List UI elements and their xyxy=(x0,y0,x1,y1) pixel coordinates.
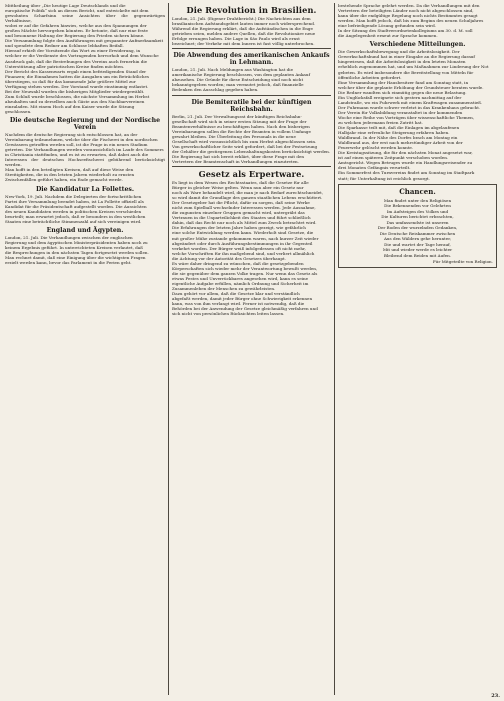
column-middle xyxy=(168,3,334,695)
text-line: Die Redner wandten sich einmütig gegen die neue Belastung. xyxy=(338,89,467,95)
text-line: geschlossen. xyxy=(5,108,32,114)
text-line: Der Verein für Volksbildung veranstaltet in der kommenden xyxy=(338,109,463,115)
text-line: Zwischenfällen geführt haben, ein Ende gemacht werde. xyxy=(5,177,123,183)
text-line: Erfolge errungen haben. Die Lage in São Paulo wird als ernst xyxy=(172,36,300,42)
poem-lines xyxy=(342,198,493,259)
text-line: eigentliche Aufgabe erfüllen, nämlich Ordnung und Sicherheit im xyxy=(172,280,309,286)
text-line: Vertretern der beteiligten Länder noch nicht abgeschlossen sind, xyxy=(338,8,474,14)
text-line: Ein Sommerfest des Turnvereins findet am Sonntag im Stadtpark xyxy=(338,170,475,176)
text-line: welche Vorschriften für ihn maßgebend sind, und verliert allmählich xyxy=(172,250,315,256)
text-line: europäische Politik“ sich an diesen Bericht, und entwickelte mit dem xyxy=(5,8,149,14)
article-revolution-body xyxy=(172,16,331,46)
poem-line: Die und wartet der Tage herauf, xyxy=(384,241,451,247)
text-line: Die Erfahrungen der letzten Jahre haben gezeigt, wie gefährlich xyxy=(172,225,306,231)
text-line: bekanntgegeben worden; man vermutet jedoch, daß finanzielle xyxy=(172,82,304,88)
text-line: Finanzen; die Einnahmen hatten die Ausgaben um ein Beträchtliches xyxy=(5,73,150,79)
text-line: eine befriedigende Lösung gefunden sein wird. xyxy=(338,23,437,29)
poem-line: Die Kulturen berichtet erbrachten, xyxy=(381,214,454,220)
text-line: Staaten eine beträchtliche Stimmenzahl auf sich vereinigen wird. xyxy=(5,218,142,224)
text-line: kann, was von ihm verlangt wird. Ferner ist notwendig, daß die xyxy=(172,301,305,307)
text-line: Ein Unglücksfall ereignete sich gestern nachmittag auf der xyxy=(338,94,462,100)
text-line: welcher über die geplante Erhöhung der Grundsteuer beraten wurde. xyxy=(338,84,484,90)
text-line: London, 21. Juli. Nach Meldungen aus Washington hat die xyxy=(172,67,294,73)
text-line: Gesellschaft wird voraussichtlich bis zum Herbst abgeschlossen sein. xyxy=(172,138,317,144)
text-line: Eine Versammlung der Hausbesitzer fand am Sonntag statt, in xyxy=(338,79,469,85)
text-line: einzuladen. Mit einem Hoch auf den Kaiser wurde die Sitzung xyxy=(5,103,135,109)
text-line: verkehrt worden. Der Bürger weiß infolgedessen oft nicht mehr, xyxy=(172,245,306,251)
text-line: Während die Regierung erklärt, daß die Aufständischen in die Enge xyxy=(172,26,313,32)
text-line: mit großer Mühe zustande gekommen waren, nach kurzer Zeit wieder xyxy=(172,235,319,241)
text-line: öffentliche Arbeiten gefordert. xyxy=(338,74,402,80)
text-line: Hierauf erhielt der Vorsitzende das Wort zu einer Erwiderung, in xyxy=(5,48,141,54)
text-line: großen Mächte hervorgehen könnten. Er betonte, daß nur eine feste xyxy=(5,28,148,34)
text-line: Vereinbarungen sollen die Rechte der Beamten in vollem Umfange xyxy=(172,128,311,134)
headline-reichsbahn: Die Bemiteratile bei der künftigen Reichsbahn. xyxy=(191,98,312,113)
text-line: hingewiesen, daß die Arbeitslosigkeit in den letzten Monaten xyxy=(338,59,466,65)
text-line: gebeten. Es wird insbesondere die Bereitstellung von Mitteln für xyxy=(338,69,474,75)
text-line: Berlin, 21. Juli. Der Verwaltungsrat der künftigen Reichsbahn- xyxy=(172,113,302,119)
headline-mitteilungen: Verschiedene Mitteilungen. xyxy=(369,41,466,49)
text-line: beurteilt; man erwartet jedoch, daß er besonders in den westlichen xyxy=(5,213,146,219)
text-line: Amtsgericht. Wegen Betruges wurde ein Handlungsreisender zu xyxy=(338,160,473,166)
text-line: Zum Schluß wurde beschlossen, die nächste Versammlung im Herbst xyxy=(5,93,150,99)
text-line: in Christiania stattfinden, und es ist zu erwarten, daß dabei auch die xyxy=(5,152,149,158)
text-line: Der Gesetzgeber hat die Pflicht, dafür zu sorgen, daß seine Werke xyxy=(172,200,310,206)
headline-kandidatur: Die Kandidatur La Follettes. xyxy=(35,185,135,193)
text-line: abzusehen. Die Gründe für diese Entscheidung sind noch nicht xyxy=(172,77,304,83)
poem-line: Mit und wieder werde es leichter xyxy=(382,247,453,253)
text-line: London, 21. Juli. Die Verhandlungen zwischen der englischen xyxy=(5,234,133,240)
headline-nordic: Die deutsche Regierung und der Nordische Verein xyxy=(9,117,161,132)
text-line: Der Fuhrmann wurde schwer verletzt in das Krankenhaus gebracht. xyxy=(338,104,481,110)
text-line: Die Regierung hat sich bereit erklärt, über diese Frage mit den xyxy=(172,153,304,159)
poem-line: Bleibend dem Beiden mit Aufen. xyxy=(383,252,452,258)
poem-line: Aus den Wäldern gehe herunter, xyxy=(383,236,452,242)
text-line: so wird damit die Grundlage des ganzen staatlichen Lebens erschüttert. xyxy=(172,195,323,201)
text-line: überstiegen, so daß für das kommende Jahr größere Mittel zur xyxy=(5,78,136,84)
text-line: der Gehälter die gestiegenen Lebenshaltungskosten berücksichtigt werden. xyxy=(172,148,331,154)
text-line: Unterstützung aller patriotischen Kreise finden möchten. xyxy=(5,63,125,69)
text-line: Bedenken den Ausschlag gegeben haben. xyxy=(172,87,259,93)
text-line: des neuen Kandidaten werden in politischen Kreisen verschieden xyxy=(5,208,142,214)
poem-line: Die Deutsche Reiskammer zwischen xyxy=(379,230,456,236)
text-line: eine solche Entwicklung werden kann. Wiederholt sind Gesetze, die xyxy=(172,230,314,236)
text-line: bezeichnet; der Verkehr mit dem Innern ist fast völlig unterbrochen. xyxy=(172,41,315,47)
divider xyxy=(172,95,331,96)
text-line: Die Kreistagssitzung, die für den nächsten Monat angesetzt war, xyxy=(338,150,473,156)
text-line: wobei er auf die Gefahren hinwies, welche aus den Spannungen der xyxy=(5,23,147,29)
page-number: 23. xyxy=(491,693,500,699)
text-line: zu welchen jedermann freien Zutritt hat. xyxy=(338,119,423,125)
text-line: Vertrauen in die Unparteilichkeit des Staates und führt schließlich xyxy=(172,215,311,221)
headline-ankauf: Die Abwendung des amerikanischen Ankaufs in Lehmann. xyxy=(173,52,330,67)
text-line: gewohnten Scharfsinn seine Ansichten über die gegenwärtigen Verhältnisse, xyxy=(5,13,165,24)
text-line: brasilianischen Aufstandsgebiet lauten immer noch widersprechend. xyxy=(172,21,316,27)
text-line: noch als Ware behandelt wird, die man je nach Bedarf zurechtschneidet, xyxy=(172,190,324,196)
text-line: werden. Man hofft jedoch, daß bis zum Beginn des neuen Schuljahres xyxy=(338,18,484,24)
text-line: Die Gewerkschaftsbewegung und die Arbeitslosigkeit. Der xyxy=(338,49,460,55)
text-line: Waldbrand. In der Nähe des Dorfes brach am Montag ein xyxy=(338,135,458,141)
text-line: Woche eine Reihe von Vorträgen über wissenschaftliche Themen, xyxy=(338,114,475,120)
column-left xyxy=(2,3,168,695)
article-ankauf-body xyxy=(172,67,331,92)
poem-signature: Für Mitgeteilte von Religion. xyxy=(432,259,493,265)
text-line: getreten. Die Verhandlungen werden voraussichtlich im Laufe des Sommers xyxy=(5,147,164,153)
text-line: In der Sitzung des Stadtverordnetenkollegiums am 30. d. M. soll xyxy=(338,28,473,34)
poem-title: Chancen. xyxy=(399,186,436,196)
text-line: Feuerwehr gelöscht werden konnte. xyxy=(338,145,414,151)
text-line: abgeändert oder durch Ausführungsbestimmungen in ihr Gegenteil xyxy=(172,240,313,246)
text-line: Bürger in gleicher Weise gelten. Wenn nun aber ein Gesetz nur xyxy=(172,185,304,191)
text-line: Streitigkeiten, die in den letzten Jahren wiederholt zu ernsten xyxy=(5,172,135,178)
text-line: London, 21. Juli. (Eigener Drahtbericht.) Die Nachrichten aus dem xyxy=(172,16,311,21)
text-line: Waldbrand aus, der erst nach mehrstündiger Arbeit von der xyxy=(338,140,463,146)
text-line: Regierung und dem ägyptischen Ministerpräsidenten haben noch zu xyxy=(5,239,148,245)
text-line: sich nicht von persönlichen Rücksichten leiten lassen. xyxy=(172,311,285,317)
poem-line: Im Aufsteigen des Volkes und xyxy=(386,208,449,214)
article-reichsbahn-body xyxy=(172,114,331,164)
text-line: erheblich zugenommen hat, und um Maßnahmen zur Linderung der Not xyxy=(338,64,489,70)
text-line: drei Monaten Gefängnis verurteilt. xyxy=(338,165,411,171)
text-line: gewahrt bleiben. Die Überleitung des Personals in die neue xyxy=(172,133,296,139)
headline-gesetz: Gesetz als Erpertware. xyxy=(198,168,305,179)
text-line: Nachdem die deutsche Regierung sich entschlossen hat, an der xyxy=(5,132,138,138)
text-line: Vereinbarung teilzunehmen, welche über die Fischerei in den nordischen xyxy=(5,137,158,143)
poem-box xyxy=(338,184,497,268)
text-line: Der Bericht des Kassenwarts ergab einen befriedigenden Stand der xyxy=(5,68,147,74)
text-line: etwas Festes und Unverrückbares angesehen wird, kann es seine xyxy=(172,275,309,281)
text-line: Mittheilung über „Die heutige Lage Deutschlands und die xyxy=(5,3,126,8)
text-line: Die Sparkasse teilt mit, daß die Einlagen im abgelaufenen xyxy=(338,125,460,131)
text-line: erzielt werden kann, bevor das Parlament in die Ferien geht. xyxy=(5,260,132,266)
text-line: abgefaßt werden, damit jeder Bürger ohne Schwierigkeit erkennen xyxy=(172,296,313,302)
column-grid xyxy=(2,3,500,695)
text-line: Man hofft in den beteiligten Kreisen, daß auf diese Weise den xyxy=(5,167,134,173)
column-right xyxy=(334,3,500,695)
text-line: Kandidat für die Präsidentschaft aufgestellt worden. Die Aussichten xyxy=(5,203,147,209)
text-line: Partei ihre Versammlung beendet haben, ist La Follette offiziell als xyxy=(5,198,144,204)
text-line: Verfügung stehen werden. Der Vorstand wurde einstimmig entlastet. xyxy=(5,83,149,89)
text-line: statt; für Unterhaltung ist reichlich gesorgt. xyxy=(338,175,430,181)
text-line: nicht zum Spielball wechselnder Interessen werden. Jede Ausnahme, xyxy=(172,205,316,211)
poem-line: Man findet unter den Religiösen xyxy=(383,197,452,203)
text-line: New-York, 19. Juli. Nachdem die Delegierten der fortschrittlichen xyxy=(5,193,142,199)
text-line: Vertretern der Beamtenschaft in Verhandlungen einzutreten. xyxy=(172,158,299,164)
text-line: gesellschaft wird sich in seiner ersten Sitzung mit der Frage der xyxy=(172,118,307,124)
article-nordic-body xyxy=(5,132,165,182)
article-england-body xyxy=(5,235,165,265)
text-line: Beamtenverhältnisse zu beschäftigen haben. Nach den bisherigen xyxy=(172,123,310,129)
text-line: Dazu gehört vor allem, daß die Gesetze klar und verständlich xyxy=(172,291,300,297)
text-line: kann über die endgültige Regelung noch nichts Bestimmtes gesagt xyxy=(338,13,478,19)
text-line: abzuhalten und zu derselben auch Gäste aus den Nachbarvereinen xyxy=(5,98,145,104)
text-line: Ausdruck gab, daß die Bestrebungen des Vereins auch fernerhin die xyxy=(5,58,148,64)
text-line: keinem Ergebnis geführt. In unterrichteten Kreisen verlautet, daß xyxy=(5,244,143,250)
text-line: und besonnene Haltung der Regierung den Frieden sichern könne. xyxy=(5,33,145,39)
text-line: bestehende Sprache gelehrt werden. Da die Verhandlungen mit den xyxy=(338,3,480,8)
text-line: Körperschaften sich wieder mehr der Verantwortung bewußt werden, xyxy=(172,265,318,271)
text-line: Es liegt in dem Wesen des Rechtsstaates, daß die Gesetze für alle xyxy=(172,179,309,185)
article-gesetz-body xyxy=(172,180,331,316)
text-line: Landstraße, wo ein Fuhrwerk mit einem Kraftwagen zusammenstieß. xyxy=(338,99,483,105)
text-line: welcher er die Verdienste des Vortragenden hervorhob und dem Wunsche xyxy=(5,53,159,59)
text-line: Interessen der deutschen Hochseefischerei gebührend berücksichtigt werden. xyxy=(5,157,165,168)
text-line: Halbjahr eine erfreuliche Steigerung erfahren haben. xyxy=(338,130,450,136)
text-line: ist auf einen späteren Zeitpunkt verschoben worden. xyxy=(338,155,449,161)
text-line: Man rechnet damit, daß eine Einigung über die wichtigsten Fragen xyxy=(5,254,146,260)
headline-revolution: Die Revolution in Brasilien. xyxy=(186,5,317,15)
divider xyxy=(172,166,331,167)
text-line: die Achtung vor der Autorität des Gesetzes überhaupt. xyxy=(172,255,286,261)
divider xyxy=(172,48,331,49)
article-kandidatur-body xyxy=(5,194,165,224)
text-line: die zugunsten einzelner Gruppen gemacht wird, untergräbt das xyxy=(172,210,305,216)
text-line: Zusammenleben der Menschen zu gewährleisten. xyxy=(172,285,276,291)
article-continuation-left xyxy=(5,3,165,114)
text-line: dahin, daß das Recht nur noch als Mittel zum Zweck betrachtet wird. xyxy=(172,220,317,226)
text-line: amerikanische Regierung beschlossen, von dem geplanten Ankauf xyxy=(172,72,311,78)
headline-england: England und Ägypten. xyxy=(46,226,124,234)
poem-line: Der Boden der wurzelnden Gedanken, xyxy=(377,225,458,231)
poem-line: Das umfassendste ist unseren xyxy=(386,219,449,225)
poem-line: Die Bekennenden vor Gelehrten xyxy=(384,203,451,209)
text-line: Die Versammlung folgte den Ausführungen mit gespannter Aufmerksamkeit xyxy=(5,38,164,44)
text-line: Behörden bei der Anwendung der Gesetze gleichmäßig verfahren und xyxy=(172,306,318,312)
text-line: die sie gegenüber dem ganzen Volke tragen. Nur wenn das Gesetz als xyxy=(172,270,318,276)
text-line: Es wäre daher dringend zu wünschen, daß die gesetzgebenden xyxy=(172,260,304,266)
article-mitteilungen-body xyxy=(338,49,497,180)
text-line: Von gewerkschaftlicher Seite wird gefordert, daß bei der Festsetzung xyxy=(172,143,318,149)
text-line: Gewerkschaftsbund hat in einer Eingabe an die Regierung darauf xyxy=(338,54,475,60)
text-line: die Angelegenheit erneut zur Sprache kommen. xyxy=(338,33,438,39)
text-line: und spendete dem Redner am Schlusse lebhaften Beifall. xyxy=(5,43,124,49)
text-line: die Besprechungen in den nächsten Tagen fortgesetzt werden sollen. xyxy=(5,249,149,255)
text-line: getrieben seien, melden andere Quellen, daß die Revolutionäre neue xyxy=(172,31,316,37)
article-continuation-right xyxy=(338,3,497,38)
text-line: Gewässern getroffen werden soll, ist die Frage in ein neues Stadium xyxy=(5,142,148,148)
text-line: Bei der Neuwahl wurden die bisherigen Mitglieder wiedergewählt. xyxy=(5,88,145,94)
